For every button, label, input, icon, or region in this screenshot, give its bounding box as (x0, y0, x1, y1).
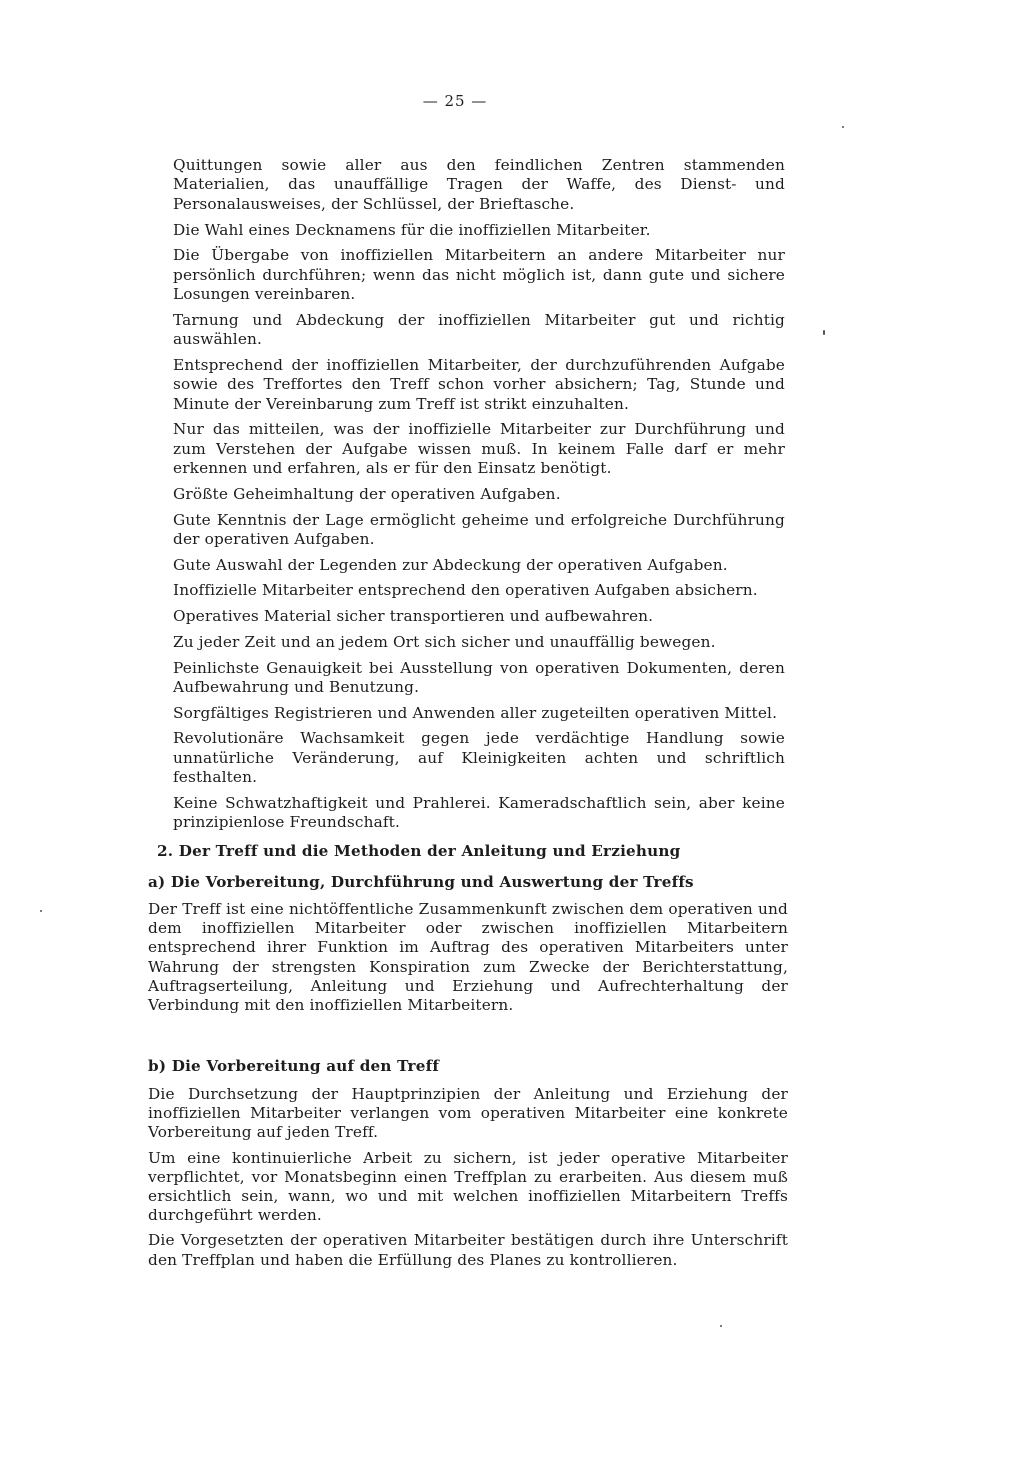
section-heading: 2. Der Treff und die Methoden der Anleitung und Erziehung (157, 842, 681, 860)
list-item: Peinlichste Genauigkeit bei Ausstellung von operativen Dokumenten, deren Aufbewahrung und Benutzung. (173, 658, 785, 696)
scan-speck (823, 330, 825, 335)
list-item: Größte Geheimhaltung der operativen Aufgaben. (173, 484, 561, 503)
subsection-heading: b) Die Vorbereitung auf den Treff (148, 1057, 440, 1075)
instruction-list (173, 156, 785, 839)
list-item: Inoffizielle Mitarbeiter entsprechend den operativen Aufgaben absichern. (173, 581, 758, 600)
list-item: Gute Kenntnis der Lage ermöglicht geheime und erfolgreiche Durchführung der operativen Aufgaben. (173, 510, 785, 548)
scan-speck (842, 126, 844, 128)
list-item: Zu jeder Zeit und an jedem Ort sich sicher und unauffällig bewegen. (173, 632, 716, 651)
list-item: Sorgfältiges Registrieren und Anwenden aller zugeteilten operativen Mittel. (173, 703, 778, 722)
paragraph: Um eine kontinuierliche Arbeit zu sichern, ist jeder operative Mitarbeiter verpflichtet, vor Monatsbeginn einen Treffplan zu erarbeiten. Aus diesem muß ersichtlich sein, wann, wo und mit welchen inoffiziellen Mitarbeitern Treffs durchgeführt werden. (148, 1148, 788, 1225)
list-item: Tarnung und Abdeckung der inoffiziellen Mitarbeiter gut und richtig auswählen. (173, 310, 785, 349)
paragraph: Der Treff ist eine nichtöffentliche Zusammenkunft zwischen dem operativen und dem inoffiziellen Mitarbeiter oder zwischen inoffiziellen Mitarbeitern entsprechend ihrer Funktion im Auftrag des operativen Mitarbeiters unter Wahrung der strengsten Konspiration zum Zwecke der Berichterstattung, Auftragserteilung, Anleitung und Erziehung und Aufrechterhaltung der Verbindung mit den inoffiziellen Mitarbeitern. (148, 900, 788, 1015)
list-item: Quittungen sowie aller aus den feindlichen Zentren stammenden Materialien, das unauffällige Tragen der Waffe, des Dienst- und Personalausweises, der Schlüssel, der Brieftasche. (173, 156, 785, 213)
scan-speck (720, 1325, 722, 1327)
paragraph: Die Vorgesetzten der operativen Mitarbeiter bestätigen durch ihre Unterschrift den Treffplan und haben die Erfüllung des Planes zu kontrollieren. (148, 1231, 788, 1269)
page-number: — 25 — (422, 92, 488, 110)
section-2a-body (148, 900, 788, 1021)
subsection-heading: a) Die Vorbereitung, Durchführung und Auswertung der Treffs (148, 873, 694, 891)
list-item: Keine Schwatzhaftigkeit und Prahlerei. Kameradschaftlich sein, aber keine prinzipienlose Freundschaft. (173, 793, 785, 832)
list-item: Gute Auswahl der Legenden zur Abdeckung der operativen Aufgaben. (173, 555, 728, 574)
list-item: Operatives Material sicher transportieren und aufbewahren. (173, 607, 654, 626)
list-item: Die Übergabe von inoffiziellen Mitarbeitern an andere Mitarbeiter nur persönlich durchführen; wenn das nicht möglich ist, dann gute und sichere Losungen vereinbaren. (173, 246, 785, 304)
list-item: Entsprechend der inoffiziellen Mitarbeiter, der durchzuführenden Aufgabe sowie des Treffortes den Treff schon vorher absichern; Tag, Stunde und Minute der Vereinbarung zum Treff ist strikt einzuhalten. (173, 355, 785, 413)
scan-speck (40, 910, 42, 912)
section-2b-body (148, 1085, 788, 1276)
list-item: Revolutionäre Wachsamkeit gegen jede verdächtige Handlung sowie unnatürliche Veränderung, auf Kleinigkeiten achten und schriftlich festhalten. (173, 729, 785, 787)
section-2-heading-block (157, 842, 797, 860)
list-item: Die Wahl eines Decknamens für die inoffiziellen Mitarbeiter. (173, 220, 651, 239)
list-item: Nur das mitteilen, was der inoffizielle Mitarbeiter zur Durchführung und zum Verstehen der Aufgabe wissen muß. In keinem Falle darf er mehr erkennen und erfahren, als er für den Einsatz benötigt. (173, 420, 785, 478)
paragraph: Die Durchsetzung der Hauptprinzipien der Anleitung und Erziehung der inoffiziellen Mitarbeiter verlangen vom operativen Mitarbeiter eine konkrete Vorbereitung auf jeden Treff. (148, 1085, 788, 1142)
section-2b-heading-block (148, 1057, 788, 1075)
section-2a-heading-block (148, 873, 788, 891)
